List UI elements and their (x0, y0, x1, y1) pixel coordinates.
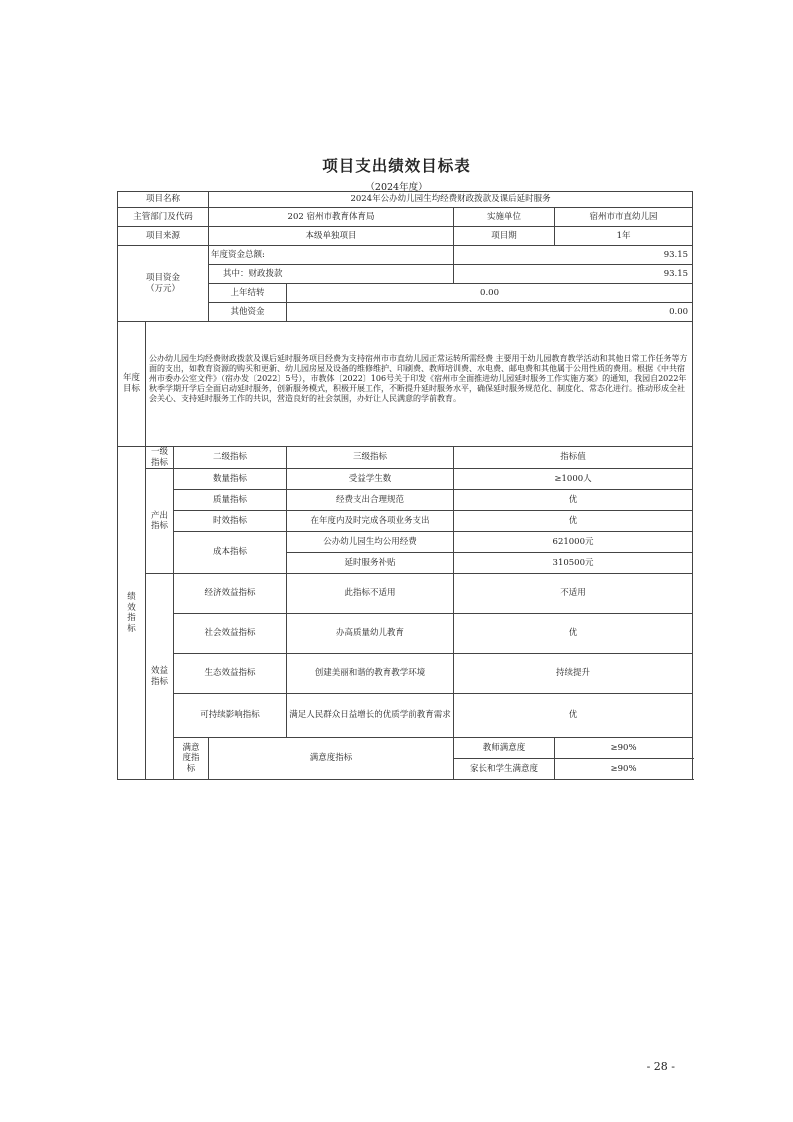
level2-cell: 满意度指标 (209, 738, 454, 780)
page-number: - 28 - (646, 1060, 675, 1073)
page-title: 项目支出绩效目标表 (322, 157, 471, 175)
output-label-line: 产出 (150, 510, 168, 521)
level3-cell: 满足人民群众日益增长的优质学前教育需求 (287, 694, 454, 738)
section-label-char: 效 (127, 602, 136, 613)
level2-cell: 生态效益指标 (174, 654, 287, 694)
performance-target-table (117, 191, 693, 780)
level3-cell: 创建美丽和谐的教育教学环境 (287, 654, 454, 694)
level2-cell: 成本指标 (174, 532, 287, 574)
header-level1 (146, 447, 174, 469)
indicator-row (118, 614, 693, 654)
indicator-row (118, 532, 693, 553)
indicator-row (118, 511, 693, 532)
section-label-char: 标 (127, 623, 136, 634)
section-label-char: 绩 (127, 591, 136, 602)
funds-label-line1: 项目资金 (146, 272, 181, 283)
row-source (118, 227, 693, 246)
period-value: 1年 (555, 227, 693, 246)
source-value: 本级单独项目 (209, 227, 454, 246)
project-name-value: 2024年公办幼儿园生均经费财政拨款及课后延时服务 (209, 192, 693, 208)
level3-cell: 在年度内及时完成各项业务支出 (287, 511, 454, 532)
value-cell: 优 (454, 511, 693, 532)
annual-goal-text: 公办幼儿园生均经费财政拨款及课后延时服务项目经费为支持宿州市市直幼儿园正常运转所需经费 主要用于幼儿园教育教学活动和其他日常工作任务等方面的支出，如教育资源的购买和更新、幼儿园房屋及设备的维修维护、印刷费、教师培训费、水电费、邮电费和其他属于公用性质的费用。根据《中共宿州市委办公室文件》（宿办发〔2022〕5号），市教体〔2022〕106号关于印发《宿州市全面推进幼儿园延时服务工作实施方案》的通知，我园自2022年秋季学期开学后全面启动延时服务，创新服务模式，积极开展工作，不断提升延时服务水平，确保延时服务规范化、制度化、常态化进行。推动形成全社会关心、支持延时服务工作的共识，营造良好的社会氛围，办好让人民满意的学前教育。 (146, 322, 693, 447)
funds-row-label: 其中：财政拨款 (209, 265, 454, 284)
output-indicator-label (146, 469, 174, 574)
row-project-name (118, 192, 693, 208)
value-cell: 优 (454, 614, 693, 654)
level2-cell: 时效指标 (174, 511, 287, 532)
value-cell: 不适用 (454, 574, 693, 614)
dept-value: 202 宿州市教育体育局 (209, 208, 454, 227)
impl-unit-value: 宿州市市直幼儿园 (555, 208, 693, 227)
row-department (118, 208, 693, 227)
value-cell: ≥90% (555, 759, 693, 780)
level3-cell: 受益学生数 (287, 469, 454, 490)
level2-cell: 经济效益指标 (174, 574, 287, 614)
header-level2: 二级指标 (174, 447, 287, 469)
funds-row-value: 93.15 (454, 265, 693, 284)
funds-row-label: 其他资金 (209, 303, 287, 322)
header-value: 指标值 (454, 447, 693, 469)
section-label-char: 指 (127, 613, 136, 624)
year-note: （2024年度） (365, 182, 428, 193)
source-label: 项目来源 (118, 227, 209, 246)
value-cell: ≥1000人 (454, 469, 693, 490)
funds-row-value: 0.00 (287, 303, 693, 322)
level3-cell: 此指标不适用 (287, 574, 454, 614)
annual-goal-label (118, 322, 146, 447)
satisfaction-indicator-label (174, 738, 209, 780)
value-cell: 优 (454, 490, 693, 511)
level3-cell: 延时服务补贴 (287, 553, 454, 574)
funds-row-label: 年度资金总额: (209, 246, 454, 265)
effect-label-line: 指标 (150, 676, 168, 687)
indicator-row (118, 469, 693, 490)
level3-cell: 公办幼儿园生均公用经费 (287, 532, 454, 553)
value-cell: 优 (454, 694, 693, 738)
header-level1-line: 一级 (150, 447, 168, 457)
level3-cell: 经费支出合理规范 (287, 490, 454, 511)
indicator-row (118, 694, 693, 738)
period-label: 项目期 (454, 227, 555, 246)
level3-cell: 办高质量幼儿教育 (287, 614, 454, 654)
funds-row-value: 0.00 (287, 284, 693, 303)
header-level1-line: 指标 (150, 457, 168, 468)
level2-cell: 社会效益指标 (174, 614, 287, 654)
indicator-row (118, 490, 693, 511)
value-cell: 310500元 (454, 553, 693, 574)
funds-label (118, 246, 209, 322)
effect-label-line: 效益 (150, 666, 168, 677)
funds-row-label: 上年结转 (209, 284, 287, 303)
level2-cell: 可持续影响指标 (174, 694, 287, 738)
level3-cell: 教师满意度 (454, 738, 555, 759)
impl-unit-label: 实施单位 (454, 208, 555, 227)
performance-indicator-label (118, 447, 146, 780)
funds-row-value: 93.15 (454, 246, 693, 265)
value-cell: 621000元 (454, 532, 693, 553)
effect-indicator-label (146, 574, 174, 780)
level2-cell: 质量指标 (174, 490, 287, 511)
satisfaction-label-line: 满意 (182, 742, 200, 753)
indicator-row (118, 574, 693, 614)
annual-goal-label-line1: 年度 (122, 373, 140, 384)
value-cell: 持续提升 (454, 654, 693, 694)
level2-cell: 数量指标 (174, 469, 287, 490)
row-annual-goal (118, 322, 693, 447)
indicator-row (118, 738, 693, 759)
dept-label: 主管部门及代码 (118, 208, 209, 227)
output-label-line: 指标 (150, 521, 168, 532)
satisfaction-label-line: 度指 (182, 753, 200, 764)
value-cell: ≥90% (555, 738, 693, 759)
row-indicator-header (118, 447, 693, 469)
annual-goal-label-line2: 目标 (122, 384, 140, 394)
satisfaction-label-line: 标 (186, 764, 196, 775)
row-funds-total (118, 246, 693, 265)
level3-cell: 家长和学生满意度 (454, 759, 555, 780)
project-name-label: 项目名称 (118, 192, 209, 208)
funds-label-line2: （万元） (146, 283, 181, 294)
indicator-row (118, 654, 693, 694)
header-level3: 三级指标 (287, 447, 454, 469)
